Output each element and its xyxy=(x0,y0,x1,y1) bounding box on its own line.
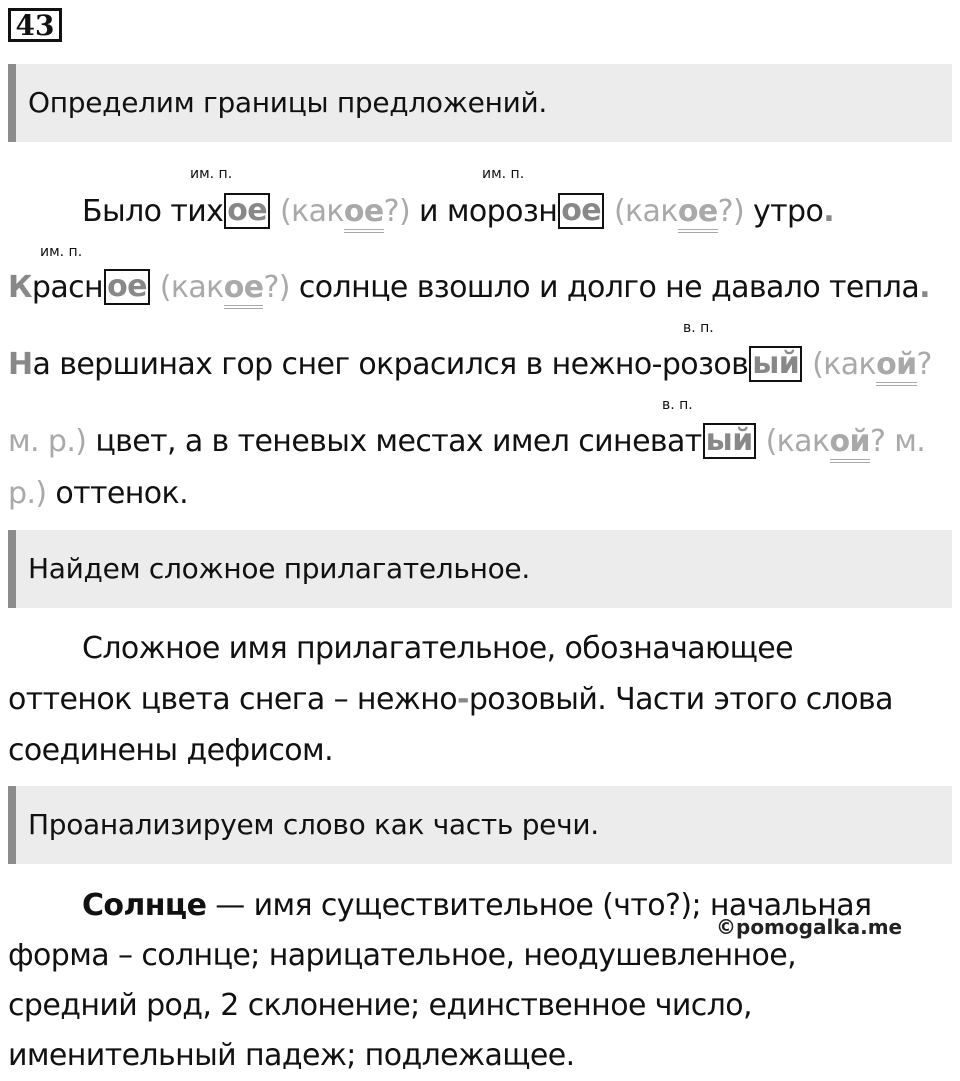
case-label: им. п. xyxy=(40,244,83,260)
sentence-end-mark: . xyxy=(919,270,930,305)
text: ?) xyxy=(717,194,745,229)
paragraph-line: Сложное имя прилагательное, обозначающее xyxy=(82,631,794,666)
text: ?) xyxy=(263,270,290,305)
section-header-compound-adjective: Найдем сложное прилагательное. xyxy=(8,530,952,608)
text: цвет, а в теневых местах имел синеват xyxy=(86,424,702,459)
text: ? м. xyxy=(869,424,926,459)
sentence-line xyxy=(8,268,930,308)
text: розовый. Части этого слова xyxy=(468,682,893,717)
text: — имя существительное (что?); начальная xyxy=(206,888,872,923)
text: (как xyxy=(812,347,877,382)
paragraph-line xyxy=(8,674,893,725)
sentence-line xyxy=(82,192,834,232)
text: (как xyxy=(159,270,224,305)
case-label: в. п. xyxy=(662,397,693,413)
text: оттенок цвета снега – нежно xyxy=(8,682,457,717)
question xyxy=(280,194,410,233)
text: (как xyxy=(613,194,678,229)
analyzed-word: Солнце xyxy=(82,888,207,923)
watermark: ©pomogalka.me xyxy=(716,915,903,939)
paragraph-line: именительный падеж; подлежащее. xyxy=(8,1038,575,1073)
question xyxy=(812,347,932,386)
text: оттенок. xyxy=(46,476,189,511)
text: Было тих xyxy=(82,194,224,229)
task-number: 43 xyxy=(8,8,62,42)
ending-box: ое xyxy=(558,193,604,229)
sentence-line xyxy=(8,422,925,462)
section-header-sentence-boundaries: Определим границы предложений. xyxy=(8,64,952,142)
underlined-ending: ое xyxy=(344,194,384,233)
text: (как xyxy=(765,424,830,459)
highlighted-hyphen: - xyxy=(457,682,469,717)
text: а вершинах гор снег окрасился в нежно-розов xyxy=(32,347,749,382)
underlined-ending: ой xyxy=(830,424,870,463)
capital-letter: К xyxy=(8,270,32,305)
text: расн xyxy=(31,270,104,305)
case-label: в. п. xyxy=(683,320,714,336)
question xyxy=(614,194,744,233)
ending-box: ый xyxy=(749,346,802,382)
capital-letter: Н xyxy=(8,347,33,382)
sentence-end-mark: . xyxy=(823,194,835,229)
underlined-ending: ое xyxy=(678,194,718,233)
text: и морозн xyxy=(410,194,558,229)
text: (как xyxy=(279,194,344,229)
paragraph-line: форма – солнце; нарицательное, неодушевленное, xyxy=(8,938,797,973)
ending-box: ый xyxy=(703,423,756,459)
underlined-ending: ой xyxy=(876,347,916,386)
ending-box: ое xyxy=(104,269,150,305)
paragraph-line: средний род, 2 склонение; единственное число, xyxy=(8,988,752,1023)
case-label: им. п. xyxy=(190,166,233,182)
ending-box: ое xyxy=(224,193,270,229)
question xyxy=(160,270,290,309)
text: ? xyxy=(916,347,932,382)
text: ?) xyxy=(383,194,411,229)
gender-note: р.) xyxy=(8,476,47,511)
underlined-ending: ое xyxy=(224,270,264,309)
text: утро xyxy=(744,194,824,229)
text: солнце взошло и долго не давало тепла xyxy=(289,270,920,305)
gender-note: м. р.) xyxy=(8,424,87,459)
paragraph-line: соединены дефисом. xyxy=(8,733,334,768)
case-label: им. п. xyxy=(482,166,525,182)
section-header-part-of-speech: Проанализируем слово как часть речи. xyxy=(8,786,952,864)
question xyxy=(766,424,926,463)
sentence-line xyxy=(8,345,932,385)
sentence-line xyxy=(8,474,188,514)
